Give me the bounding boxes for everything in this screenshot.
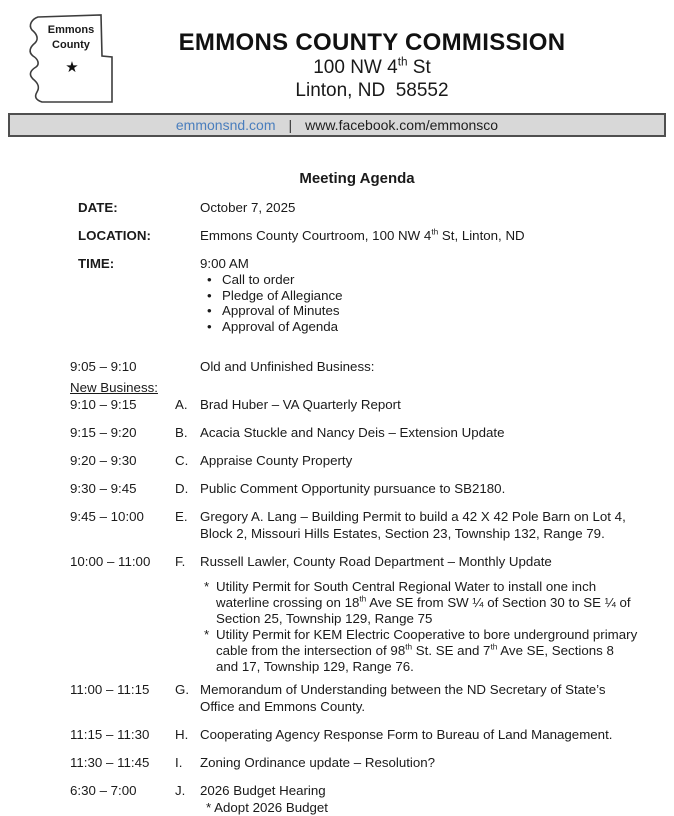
agenda-item-d bbox=[70, 480, 644, 497]
list-item: • Call to order bbox=[200, 272, 644, 288]
item-letter bbox=[175, 358, 200, 375]
location-value: Emmons County Courtroom, 100 NW 4th St, Linton, ND bbox=[200, 227, 525, 243]
item-letter: G. bbox=[175, 682, 190, 697]
item-text: Gregory A. Lang – Building Permit to build a 42 X 42 Pole Barn on Lot 4, bbox=[200, 509, 626, 524]
date-label: DATE: bbox=[78, 200, 118, 215]
links-bar bbox=[8, 113, 666, 137]
item-text: Public Comment Opportunity pursuance to SB2180. bbox=[200, 481, 506, 496]
item-time: 9:20 – 9:30 bbox=[70, 453, 137, 468]
agenda-item-j bbox=[70, 782, 644, 816]
date-value: October 7, 2025 bbox=[200, 200, 296, 215]
item-letter: J. bbox=[175, 783, 186, 798]
agenda-heading: Meeting Agenda bbox=[299, 170, 415, 187]
item-time: 11:15 – 11:30 bbox=[70, 727, 150, 742]
new-business-heading: New Business: bbox=[70, 380, 158, 395]
item-letter: C. bbox=[175, 453, 189, 468]
item-text: Block 2, Missouri Hills Estates, Section 23, Township 132, Range 79. bbox=[200, 526, 605, 541]
item-letter: E. bbox=[175, 509, 188, 524]
meta-row-location bbox=[70, 227, 644, 244]
item-text: Office and Emmons County. bbox=[200, 699, 366, 714]
item-time: 10:00 – 11:00 bbox=[70, 554, 151, 569]
agenda-item-a bbox=[70, 396, 644, 413]
organization-address-city: Linton, ND 58552 bbox=[295, 80, 449, 101]
item-text: Appraise County Property bbox=[200, 453, 353, 468]
item-letter: B. bbox=[175, 425, 188, 440]
item-text: Cooperating Agency Response Form to Bureau of Land Management. bbox=[200, 727, 613, 742]
list-item: • Approval of Minutes bbox=[200, 303, 644, 319]
facebook-url: www.facebook.com/emmonsco bbox=[305, 117, 499, 133]
website-link[interactable]: emmonsnd.com bbox=[175, 117, 276, 133]
subitem-kem-electric bbox=[204, 627, 644, 675]
item-text: Russell Lawler, County Road Department – Monthly Update bbox=[200, 554, 552, 569]
item-subnote: * Adopt 2026 Budget bbox=[206, 800, 328, 815]
meta-row-date bbox=[70, 199, 644, 216]
item-letter: H. bbox=[175, 727, 189, 742]
organization-title: EMMONS COUNTY COMMISSION bbox=[178, 29, 566, 56]
agenda-item-b bbox=[70, 424, 644, 441]
item-time: 11:30 – 11:45 bbox=[70, 755, 150, 770]
item-text: Zoning Ordinance update – Resolution? bbox=[200, 755, 436, 770]
agenda-item-e bbox=[70, 508, 644, 542]
meta-row-time bbox=[70, 255, 644, 347]
item-text: Acacia Stuckle and Nancy Deis – Extension Update bbox=[200, 425, 505, 440]
item-time: 6:30 – 7:00 bbox=[70, 783, 137, 798]
list-item: • Approval of Agenda bbox=[200, 319, 644, 335]
time-value: 9:00 AM bbox=[200, 256, 249, 271]
item-text: Old and Unfinished Business: bbox=[200, 359, 375, 374]
agenda-item-f bbox=[70, 553, 644, 675]
county-logo bbox=[25, 12, 113, 104]
document-header bbox=[0, 0, 674, 113]
subitem-text: waterline crossing on 18th Ave SE from SW ¼ of Section 30 to SE ¼ of bbox=[216, 594, 631, 610]
agenda-item-g bbox=[70, 681, 644, 715]
star-icon: ★ bbox=[65, 59, 79, 76]
item-letter: D. bbox=[175, 481, 189, 496]
item-time: 9:45 – 10:00 bbox=[70, 509, 144, 524]
item-letter: I. bbox=[175, 755, 183, 770]
item-time: 9:15 – 9:20 bbox=[70, 425, 137, 440]
organization-address-street: 100 NW 4th St bbox=[313, 55, 431, 78]
logo-county-name-line1: Emmons bbox=[47, 24, 95, 36]
item-text: Brad Huber – VA Quarterly Report bbox=[200, 397, 401, 412]
item-text: Memorandum of Understanding between the ND Secretary of State’s bbox=[200, 682, 606, 697]
item-time: 9:30 – 9:45 bbox=[70, 481, 137, 496]
county-map-icon bbox=[25, 12, 113, 104]
item-time: 9:10 – 9:15 bbox=[70, 397, 137, 412]
item-time: 9:05 – 9:10 bbox=[70, 359, 137, 374]
subitem-text: Section 25, Township 129, Range 75 bbox=[216, 611, 433, 626]
item-letter: A. bbox=[175, 397, 188, 412]
utility-permit-subitems bbox=[200, 579, 644, 675]
old-business-row bbox=[70, 358, 644, 375]
logo-county-name-line2: County bbox=[52, 39, 90, 51]
agenda-item-h bbox=[70, 726, 644, 743]
asterisk-marker: * bbox=[204, 627, 210, 642]
asterisk-marker: * bbox=[204, 579, 210, 594]
agenda-item-c bbox=[70, 452, 644, 469]
agenda-item-i bbox=[70, 754, 644, 771]
item-time: 11:00 – 11:15 bbox=[70, 682, 150, 697]
list-item: • Pledge of Allegiance bbox=[200, 288, 644, 304]
agenda-body bbox=[0, 170, 674, 816]
location-label: LOCATION: bbox=[78, 228, 151, 243]
header-text-block bbox=[70, 0, 674, 102]
subitem-text: Utility Permit for KEM Electric Cooperative to bore underground primary bbox=[216, 627, 638, 642]
link-separator: | bbox=[288, 117, 293, 133]
subitem-text: Utility Permit for South Central Regional Water to install one inch bbox=[216, 579, 597, 594]
subitem-regional-water bbox=[204, 579, 644, 627]
item-letter: F. bbox=[175, 554, 186, 569]
subitem-text: and 17, Township 129, Range 76. bbox=[216, 659, 414, 674]
subitem-text: cable from the intersection of 98th St. SE and 7th Ave SE, Sections 8 bbox=[216, 642, 614, 658]
opening-items-list bbox=[200, 272, 644, 334]
time-label: TIME: bbox=[78, 256, 115, 271]
item-text: 2026 Budget Hearing bbox=[200, 783, 326, 798]
